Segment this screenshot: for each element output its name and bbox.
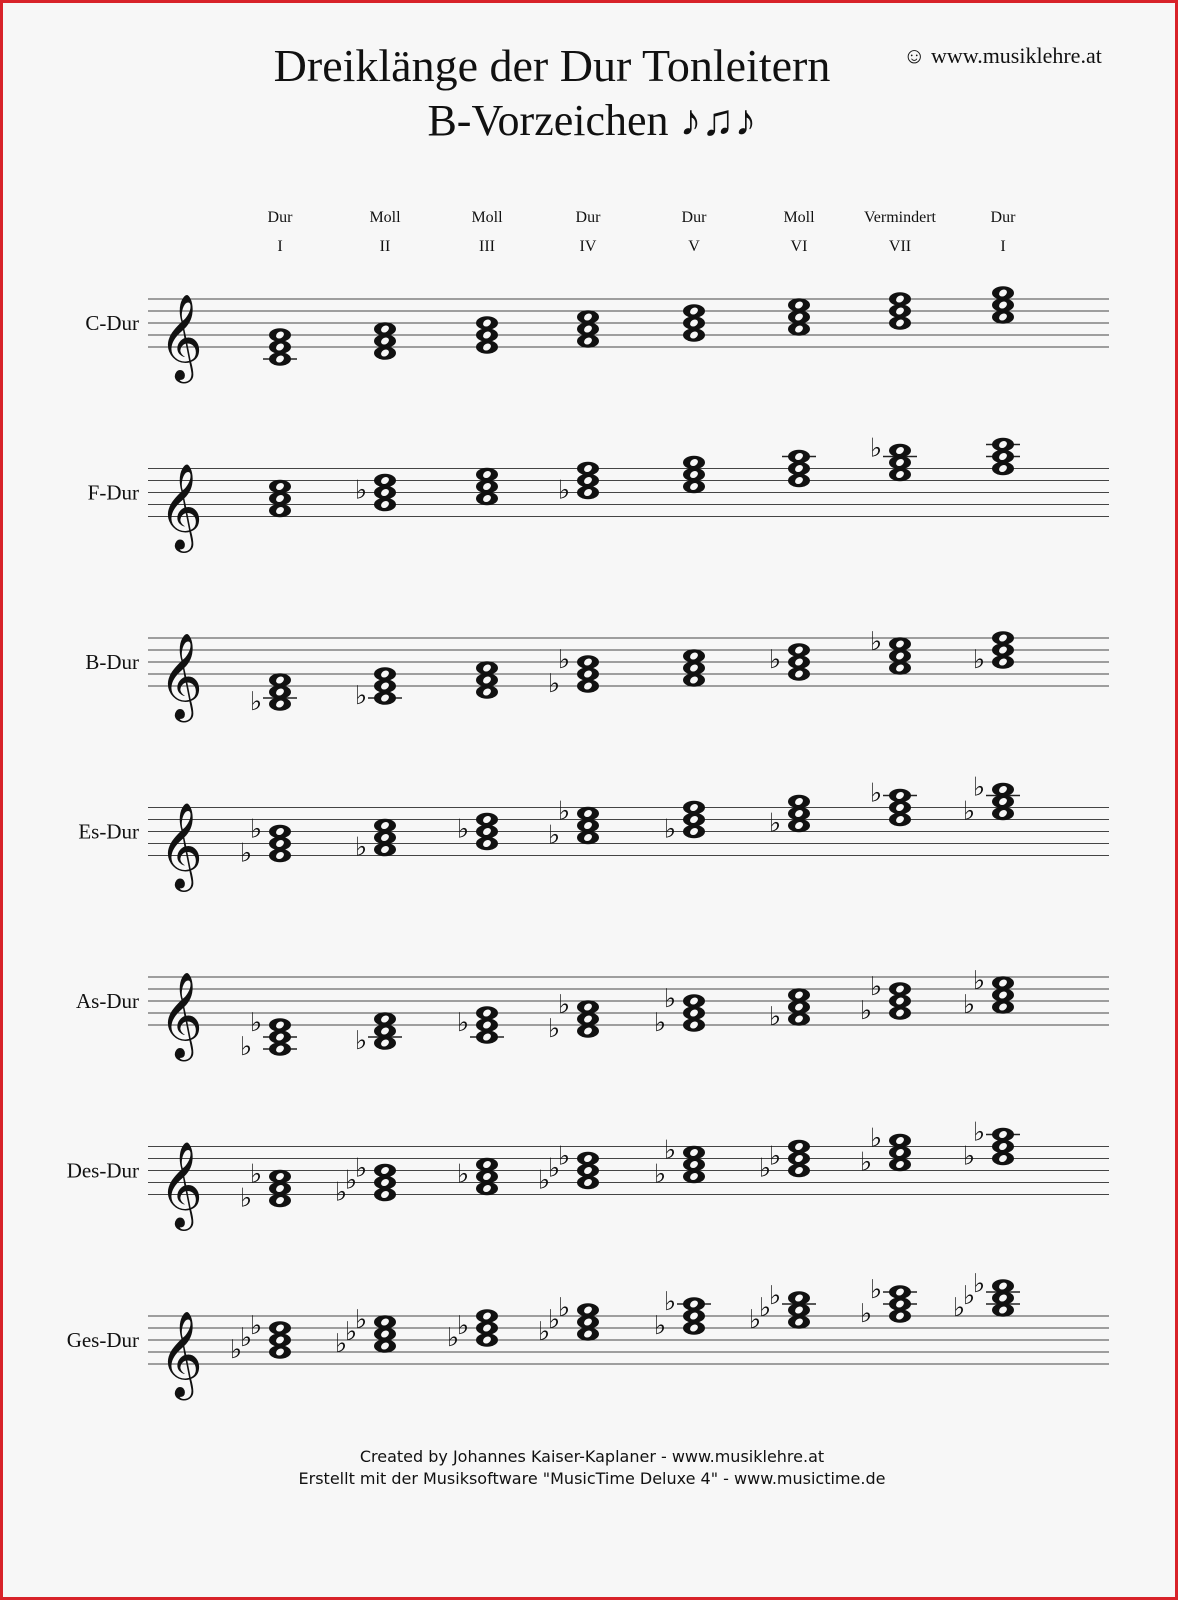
treble-clef-icon: 𝄞 bbox=[159, 1311, 203, 1397]
chord bbox=[476, 316, 498, 354]
column-quality-label: Dur bbox=[575, 209, 601, 226]
flat-accidental-icon: ♭ bbox=[557, 1293, 571, 1323]
flat-accidental-icon: ♭ bbox=[547, 1153, 561, 1184]
column-degree-label: VI bbox=[790, 238, 808, 255]
chord bbox=[355, 474, 396, 512]
flat-accidental-icon: ♭ bbox=[354, 475, 368, 506]
flat-accidental-icon: ♭ bbox=[249, 1008, 263, 1038]
flat-accidental-icon: ♭ bbox=[972, 1269, 986, 1299]
treble-clef-icon: 𝄞 bbox=[159, 633, 203, 719]
chord bbox=[538, 1293, 599, 1347]
chord bbox=[654, 1136, 705, 1190]
flat-accidental-icon: ♭ bbox=[446, 1323, 460, 1353]
chord bbox=[889, 292, 911, 330]
staff-key-label: F-Dur bbox=[87, 480, 139, 505]
chord bbox=[963, 773, 1020, 827]
flat-accidental-icon: ♭ bbox=[952, 1293, 966, 1323]
chord bbox=[457, 813, 498, 851]
flat-accidental-icon: ♭ bbox=[557, 796, 571, 827]
chord bbox=[230, 1311, 291, 1365]
treble-clef-icon: 𝄞 bbox=[159, 463, 203, 550]
flat-accidental-icon: ♭ bbox=[547, 1014, 561, 1044]
staff-key-label: C-Dur bbox=[85, 311, 139, 335]
chord bbox=[548, 990, 599, 1044]
flat-accidental-icon: ♭ bbox=[748, 1305, 762, 1335]
staff-key-label: Es-Dur bbox=[78, 819, 139, 844]
chord bbox=[683, 456, 705, 494]
flat-accidental-icon: ♭ bbox=[547, 1305, 561, 1335]
footer-software: Erstellt mit der Musiksoftware "MusicTime Deluxe 4" - www.musictime.de bbox=[298, 1469, 886, 1488]
column-degree-label: VII bbox=[888, 238, 912, 255]
column-degree-label: I bbox=[1000, 238, 1006, 255]
flat-accidental-icon: ♭ bbox=[334, 1177, 348, 1208]
flat-accidental-icon: ♭ bbox=[537, 1317, 551, 1347]
flat-accidental-icon: ♭ bbox=[537, 1165, 551, 1196]
flat-accidental-icon: ♭ bbox=[869, 1275, 883, 1305]
flat-accidental-icon: ♭ bbox=[344, 1165, 358, 1196]
staff bbox=[88, 434, 1109, 554]
chord bbox=[577, 310, 599, 348]
flat-accidental-icon: ♭ bbox=[768, 645, 782, 675]
chord bbox=[992, 286, 1014, 324]
flat-accidental-icon: ♭ bbox=[249, 1311, 263, 1341]
chord bbox=[457, 1158, 498, 1196]
flat-accidental-icon: ♭ bbox=[663, 814, 677, 845]
chord bbox=[240, 1160, 291, 1214]
column-quality-label: Vermindert bbox=[864, 209, 936, 226]
flat-accidental-icon: ♭ bbox=[547, 669, 561, 699]
flat-accidental-icon: ♭ bbox=[869, 778, 883, 809]
column-quality-label: Dur bbox=[990, 209, 1016, 226]
flat-accidental-icon: ♭ bbox=[962, 796, 976, 827]
flat-accidental-icon: ♭ bbox=[354, 1153, 368, 1184]
flat-accidental-icon: ♭ bbox=[249, 814, 263, 845]
flat-accidental-icon: ♭ bbox=[758, 1153, 772, 1184]
chord bbox=[335, 1305, 396, 1359]
flat-accidental-icon: ♭ bbox=[869, 1123, 883, 1154]
chord bbox=[548, 645, 599, 699]
chord bbox=[860, 1124, 911, 1178]
page-subtitle: B-Vorzeichen ♪♫♪ bbox=[427, 96, 757, 145]
flat-accidental-icon: ♭ bbox=[456, 1311, 470, 1341]
chord bbox=[269, 480, 291, 518]
flat-accidental-icon: ♭ bbox=[653, 1311, 667, 1341]
sheet-music bbox=[3, 3, 1175, 1597]
flat-accidental-icon: ♭ bbox=[653, 1159, 667, 1190]
staff-key-label: Des-Dur bbox=[66, 1158, 139, 1183]
flat-accidental-icon: ♭ bbox=[768, 808, 782, 839]
chord bbox=[986, 438, 1020, 476]
column-degree-label: V bbox=[688, 238, 700, 255]
flat-accidental-icon: ♭ bbox=[456, 814, 470, 845]
chord bbox=[769, 643, 810, 681]
flat-accidental-icon: ♭ bbox=[557, 645, 571, 675]
chord bbox=[538, 1142, 599, 1196]
flat-accidental-icon: ♭ bbox=[972, 645, 986, 675]
column-degree-label: III bbox=[479, 238, 495, 255]
flat-accidental-icon: ♭ bbox=[972, 772, 986, 803]
column-quality-label: Dur bbox=[681, 209, 707, 226]
treble-clef-icon: 𝄞 bbox=[159, 802, 203, 889]
flat-accidental-icon: ♭ bbox=[859, 996, 873, 1026]
flat-accidental-icon: ♭ bbox=[334, 1329, 348, 1359]
treble-clef-icon: 𝄞 bbox=[159, 972, 203, 1058]
flat-accidental-icon: ♭ bbox=[239, 1323, 253, 1353]
staff bbox=[76, 966, 1109, 1062]
chord bbox=[749, 1281, 816, 1335]
flat-accidental-icon: ♭ bbox=[869, 972, 883, 1002]
chord bbox=[788, 298, 810, 336]
chord bbox=[953, 1269, 1020, 1323]
chord bbox=[240, 1008, 297, 1062]
staff bbox=[85, 286, 1109, 384]
treble-clef-icon: 𝄞 bbox=[159, 1141, 203, 1228]
footer-credit: Created by Johannes Kaiser-Kaplaner - www.musiklehre.at bbox=[359, 1447, 825, 1466]
staff-key-label: B-Dur bbox=[85, 650, 139, 674]
page-title: Dreiklänge der Dur Tonleitern bbox=[273, 40, 831, 91]
chord bbox=[860, 1275, 917, 1329]
flat-accidental-icon: ♭ bbox=[962, 1281, 976, 1311]
flat-accidental-icon: ♭ bbox=[869, 433, 883, 464]
column-degree-label: II bbox=[379, 238, 391, 255]
flat-accidental-icon: ♭ bbox=[239, 838, 253, 869]
column-quality-label: Dur bbox=[267, 209, 293, 226]
chord bbox=[683, 304, 705, 342]
flat-accidental-icon: ♭ bbox=[663, 1287, 677, 1317]
column-degree-label: IV bbox=[579, 238, 597, 255]
flat-accidental-icon: ♭ bbox=[354, 1305, 368, 1335]
chord bbox=[870, 627, 911, 675]
chord bbox=[335, 1154, 396, 1208]
flat-accidental-icon: ♭ bbox=[758, 1293, 772, 1323]
flat-accidental-icon: ♭ bbox=[972, 966, 986, 996]
chord bbox=[683, 649, 705, 687]
flat-accidental-icon: ♭ bbox=[653, 1008, 667, 1038]
flat-accidental-icon: ♭ bbox=[768, 1141, 782, 1172]
column-quality-label: Moll bbox=[471, 209, 503, 226]
chord bbox=[860, 972, 911, 1026]
staff bbox=[67, 1118, 1109, 1232]
flat-accidental-icon: ♭ bbox=[249, 1159, 263, 1190]
flat-accidental-icon: ♭ bbox=[239, 1032, 253, 1062]
treble-clef-icon: 𝄞 bbox=[159, 294, 203, 380]
flat-accidental-icon: ♭ bbox=[972, 1117, 986, 1148]
staff-key-label: Ges-Dur bbox=[66, 1328, 139, 1352]
flat-accidental-icon: ♭ bbox=[456, 1159, 470, 1190]
column-degree-label: I bbox=[277, 238, 283, 255]
flat-accidental-icon: ♭ bbox=[354, 1026, 368, 1056]
chord bbox=[457, 1006, 504, 1044]
staff bbox=[78, 773, 1109, 893]
flat-accidental-icon: ♭ bbox=[344, 1317, 358, 1347]
staff bbox=[67, 1269, 1109, 1401]
flat-accidental-icon: ♭ bbox=[547, 820, 561, 851]
flat-accidental-icon: ♭ bbox=[663, 984, 677, 1014]
flat-accidental-icon: ♭ bbox=[557, 475, 571, 506]
column-quality-label: Moll bbox=[369, 209, 401, 226]
footer bbox=[3, 1446, 1178, 1490]
flat-accidental-icon: ♭ bbox=[557, 1141, 571, 1172]
flat-accidental-icon: ♭ bbox=[663, 1135, 677, 1166]
flat-accidental-icon: ♭ bbox=[768, 1002, 782, 1032]
chord bbox=[870, 434, 917, 482]
chord bbox=[654, 984, 705, 1038]
chord bbox=[654, 1287, 711, 1341]
flat-accidental-icon: ♭ bbox=[354, 832, 368, 863]
chord bbox=[374, 322, 396, 360]
chord bbox=[476, 468, 498, 506]
chord bbox=[355, 1012, 402, 1056]
flat-accidental-icon: ♭ bbox=[859, 1299, 873, 1329]
flat-accidental-icon: ♭ bbox=[768, 1281, 782, 1311]
flat-accidental-icon: ♭ bbox=[354, 681, 368, 711]
flat-accidental-icon: ♭ bbox=[962, 1141, 976, 1172]
staff bbox=[85, 627, 1109, 723]
chord bbox=[240, 815, 291, 869]
website-link[interactable]: ☺ www.musiklehre.at bbox=[903, 43, 1102, 68]
flat-accidental-icon: ♭ bbox=[869, 627, 883, 657]
chord bbox=[250, 673, 297, 717]
flat-accidental-icon: ♭ bbox=[249, 687, 263, 717]
flat-accidental-icon: ♭ bbox=[239, 1183, 253, 1214]
flat-accidental-icon: ♭ bbox=[229, 1335, 243, 1365]
flat-accidental-icon: ♭ bbox=[962, 990, 976, 1020]
chord bbox=[963, 966, 1014, 1020]
chord bbox=[548, 797, 599, 851]
flat-accidental-icon: ♭ bbox=[456, 1008, 470, 1038]
staff-key-label: As-Dur bbox=[76, 989, 139, 1013]
flat-accidental-icon: ♭ bbox=[859, 1147, 873, 1178]
column-quality-label: Moll bbox=[783, 209, 815, 226]
chord bbox=[963, 1118, 1020, 1172]
flat-accidental-icon: ♭ bbox=[557, 990, 571, 1020]
chord bbox=[476, 661, 498, 699]
